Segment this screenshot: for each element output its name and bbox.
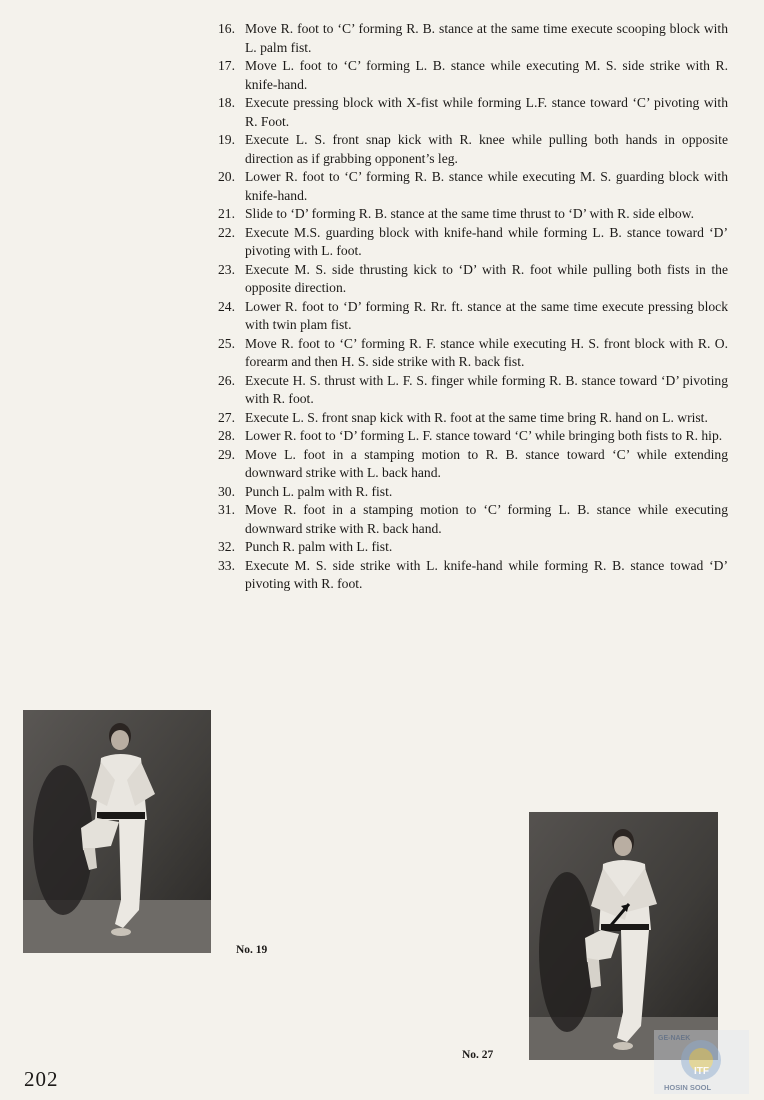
step-number: 24.	[218, 298, 235, 314]
step-text: Lower R. foot to ‘D’ forming R. Rr. ft. stance at the same time execute pressing block with twin plam fist.	[245, 298, 728, 332]
step-item	[218, 557, 728, 594]
step-text: Lower R. foot to ‘C’ forming R. B. stance while executing M. S. guarding block with knife-hand.	[245, 169, 728, 203]
step-text: Move L. foot to ‘C’ forming L. B. stance while executing M. S. side strike with R. knife-hand.	[245, 58, 728, 92]
photo-figure-27	[529, 812, 718, 1060]
step-text: Move R. foot in a stamping motion to ‘C’ forming L. B. stance while executing downward strike with R. back hand.	[245, 502, 728, 536]
step-number: 18.	[218, 95, 235, 110]
step-text: Execute M. S. side strike with L. knife-hand while forming R. B. stance towad ‘D’ pivoting with R. foot.	[245, 557, 728, 591]
step-item	[218, 20, 728, 57]
step-item	[218, 94, 728, 131]
step-text: Execute M. S. side thrusting kick to ‘D’ with R. foot while pulling both fists in the opposite direction.	[245, 261, 728, 295]
step-number: 23.	[218, 261, 235, 277]
step-text: Execute pressing block with X-fist while forming L.F. stance toward ‘C’ pivoting with R. Foot.	[245, 95, 728, 129]
step-item	[218, 409, 728, 428]
step-number: 20.	[218, 169, 235, 184]
step-item	[218, 335, 728, 372]
step-text: Lower R. foot to ‘D’ forming L. F. stance toward ‘C’ while bringing both fists to R. hip.	[245, 428, 723, 443]
watermark-emblem-icon	[654, 1030, 749, 1094]
step-text: Move R. foot to ‘C’ forming R. F. stance while executing H. S. front block with R. O. forearm and then H. S. side strike with R. back fist.	[245, 335, 728, 369]
step-number: 30.	[218, 483, 235, 499]
step-item	[218, 372, 728, 409]
step-number: 17.	[218, 58, 235, 73]
figure-caption-27: No. 27	[462, 1049, 494, 1061]
martial-artist-photo-19	[23, 710, 211, 953]
step-number: 33.	[218, 557, 235, 573]
step-text: Slide to ‘D’ forming R. B. stance at the same time thrust to ‘D’ with R. side elbow.	[245, 206, 695, 221]
step-text: Execute L. S. front snap kick with R. foot at the same time bring R. hand on L. wrist.	[245, 409, 708, 425]
step-text: Execute H. S. thrust with L. F. S. finger while forming R. B. stance toward ‘D’ pivoting with R. foot.	[245, 372, 728, 406]
step-text: Punch L. palm with R. fist.	[245, 483, 393, 499]
photo-figure-19	[23, 710, 211, 953]
step-text: Execute L. S. front snap kick with R. knee while pulling both hands in opposite direction as if grabbing opponent’s leg.	[245, 132, 728, 166]
watermark-line1: GE-NAEK	[658, 1035, 691, 1042]
step-number: 25.	[218, 335, 235, 351]
itf-watermark-logo	[654, 1030, 749, 1094]
step-item	[218, 483, 728, 502]
watermark-line2: ITF	[694, 1066, 709, 1077]
step-number: 16.	[218, 21, 235, 36]
step-text: Move R. foot to ‘C’ forming R. B. stance at the same time execute scooping block with L. palm fist.	[245, 21, 728, 55]
step-item	[218, 168, 728, 205]
step-item	[218, 131, 728, 168]
martial-artist-photo-27	[529, 812, 718, 1060]
figure-caption-19: No. 19	[236, 944, 268, 956]
step-item	[218, 261, 728, 298]
instruction-list	[218, 20, 728, 594]
step-item	[218, 446, 728, 483]
step-item	[218, 57, 728, 94]
step-item	[218, 538, 728, 557]
step-number: 22.	[218, 224, 235, 240]
step-item	[218, 298, 728, 335]
step-number: 21.	[218, 206, 235, 221]
step-text: Move L. foot in a stamping motion to R. B. stance toward ‘C’ while extending downward strike with L. back hand.	[245, 446, 728, 480]
step-number: 27.	[218, 409, 235, 425]
step-text: Punch R. palm with L. fist.	[245, 539, 393, 554]
step-item	[218, 205, 728, 224]
step-number: 31.	[218, 502, 235, 517]
step-item	[218, 224, 728, 261]
step-item	[218, 501, 728, 538]
step-number: 29.	[218, 446, 235, 462]
step-number: 28.	[218, 428, 235, 443]
step-number: 32.	[218, 539, 235, 554]
step-number: 26.	[218, 372, 235, 388]
step-text: Execute M.S. guarding block with knife-hand while forming L. B. stance toward ‘D’ pivoting with L. foot.	[245, 224, 728, 258]
watermark-line3: HOSIN SOOL	[664, 1083, 712, 1092]
step-number: 19.	[218, 132, 235, 147]
page-number: 202	[24, 1067, 59, 1091]
step-item	[218, 427, 728, 446]
